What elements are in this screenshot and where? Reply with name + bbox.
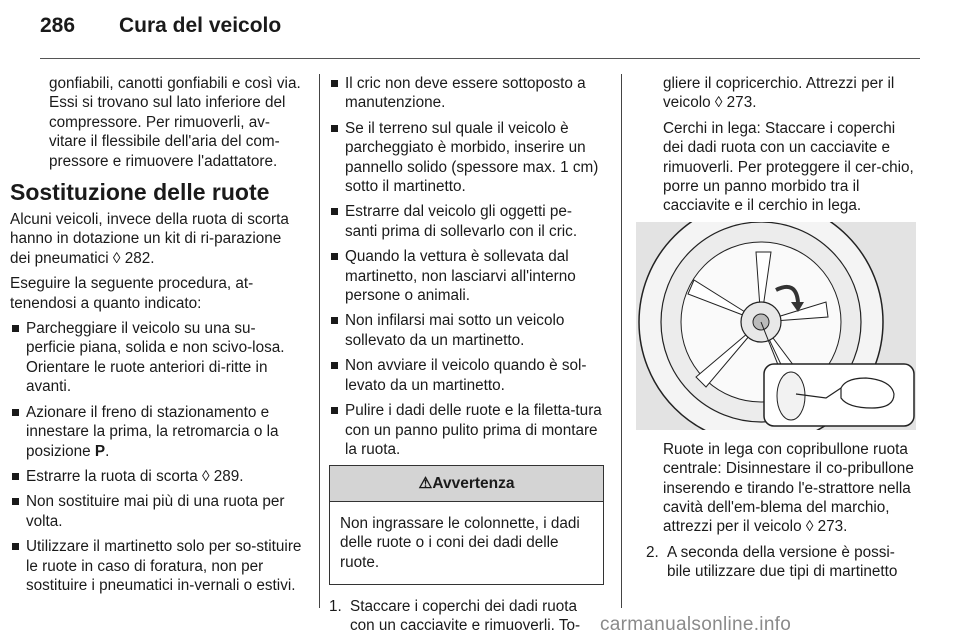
list-item: Il cric non deve essere sottoposto a manutenzione. (329, 74, 604, 113)
paragraph-procedure: Eseguire la seguente procedura, at-tenendosi a quanto indicato: (10, 275, 254, 312)
list-item: Parcheggiare il veicolo su una su-perficie piana, solida e non scivo-losa. Orientare le ruote anteriori di-ritte in avanti. (10, 319, 304, 397)
column-left (10, 74, 304, 601)
figure-caption-block (646, 440, 916, 537)
list-item-end: . (105, 442, 110, 460)
warning-icon: ⚠ (418, 475, 433, 493)
column-divider (621, 74, 622, 608)
list-item: Quando la vettura è sollevata dal martinetto, non lasciarvi all'interno persone o animali. (329, 247, 604, 305)
column-right (646, 74, 916, 588)
wheel-cap-removal-illustration (636, 222, 916, 430)
paragraph: Ruote in lega con copribullone ruota centrale: Disinnestare il co-pribullone inserendo e tirando l'e-strattore nella cavità dell'em-blema del marchio, attrezzi per il veicolo ◊ 273. (663, 440, 914, 536)
steps-list (329, 597, 604, 636)
list-item: Non sostituire mai più di una ruota per volta. (10, 492, 304, 531)
list-item: Pulire i dadi delle ruote e la filetta-tura con un panno pulito prima di montare la ruota. (329, 401, 604, 459)
step-item (329, 597, 604, 636)
step-text: Staccare i coperchi dei dadi ruota con un cacciavite e rimuoverli. To- (350, 597, 581, 635)
warning-title: Avvertenza (432, 475, 515, 493)
list-item: Utilizzare il martinetto solo per so-stituire le ruote in caso di foratura, non per sostituire i pneumatici in-vernali o estivi. (10, 537, 304, 595)
steps-list (646, 543, 916, 582)
page-number: 286 (40, 14, 76, 37)
intro-paragraph: gonfiabili, canotti gonfiabili e così via. Essi si trovano sul lato inferiore del compressore. Per rimuoverli, av-vitare il flessibile dell'aria del com-pressore e rimuovere l'adattatore. (49, 75, 301, 170)
paragraph: gliere il copricerchio. Attrezzi per il veicolo ◊ 273. (663, 75, 895, 112)
safety-list (329, 74, 604, 459)
column-middle (329, 74, 604, 642)
page-title: Cura del veicolo (119, 14, 282, 37)
list-item: Non infilarsi mai sotto un veicolo sollevato da un martinetto. (329, 311, 604, 350)
header-divider (40, 58, 920, 59)
watermark: carmanualsonline.info (600, 614, 792, 635)
list-item-text: Azionare il freno di stazionamento e innestare la prima, la retromarcia o la posizione (26, 403, 279, 460)
procedure-list (10, 319, 304, 595)
list-item: Non avviare il veicolo quando è sol-levato da un martinetto. (329, 356, 604, 395)
paragraph-repair-kit: Alcuni veicoli, invece della ruota di scorta hanno in dotazione un kit di ri-parazione dei pneumatici ◊ 282. (10, 211, 289, 267)
step-number: 1. (329, 597, 342, 615)
step-text: A seconda della versione è possi-bile utilizzare due tipi di martinetto (667, 543, 898, 581)
warning-box (329, 465, 604, 585)
section-heading: Sostituzione delle ruote (10, 179, 270, 206)
warning-text: Non ingrassare le colonnette, i dadi delle ruote o i coni dei dadi delle ruote. (340, 514, 580, 571)
paragraph: Cerchi in lega: Staccare i coperchi dei dadi ruota con un cacciavite e rimuoverli. Per proteggere il cer-chio, porre un panno morbido tra il cacciavite e il cerchio in lega. (663, 119, 914, 215)
gear-position-p: P (94, 442, 106, 460)
list-item (10, 403, 304, 461)
step-item (646, 543, 916, 582)
step-continuation (646, 74, 916, 216)
step-number: 2. (646, 543, 659, 561)
column-divider (319, 74, 320, 608)
warning-header (330, 466, 603, 501)
list-item: Estrarre la ruota di scorta ◊ 289. (10, 467, 304, 486)
list-item: Estrarre dal veicolo gli oggetti pe-santi prima di sollevarlo con il cric. (329, 202, 604, 241)
list-item: Se il terreno sul quale il veicolo è parcheggiato è morbido, inserire un pannello solido (spessore max. 1 cm) sotto il martinetto. (329, 119, 604, 197)
